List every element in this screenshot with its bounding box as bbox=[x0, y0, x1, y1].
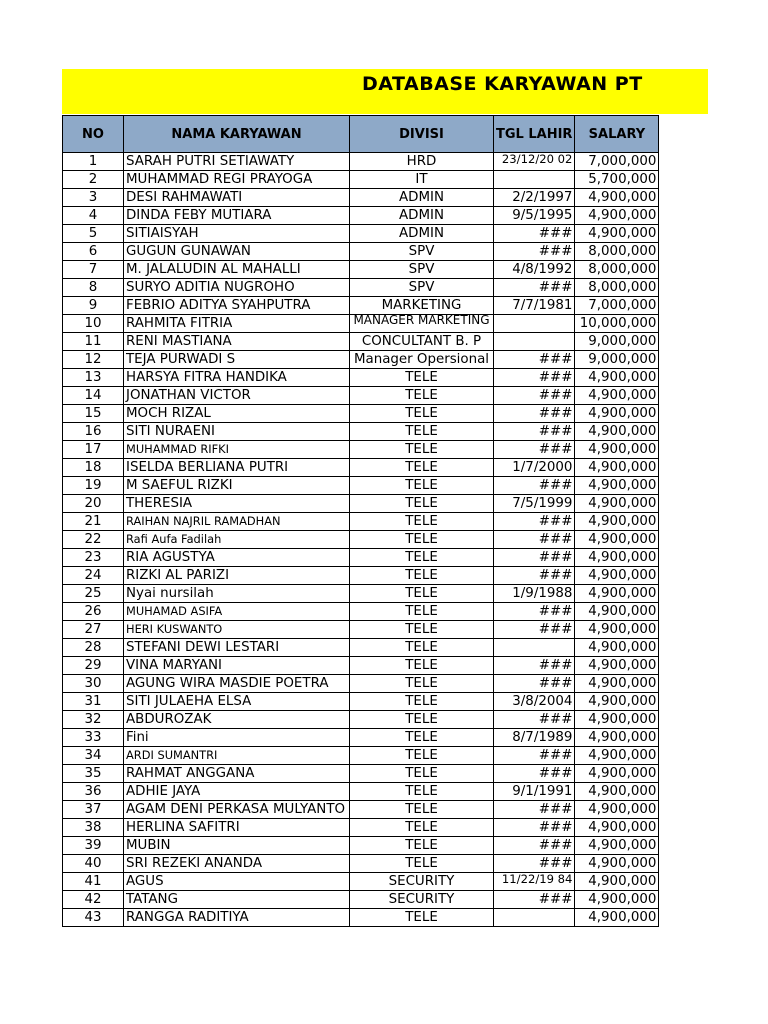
cell-nama[interactable]: RIZKI AL PARIZI bbox=[124, 567, 350, 585]
table-row bbox=[63, 153, 659, 171]
cell-no[interactable]: 28 bbox=[63, 639, 124, 657]
cell-no[interactable]: 34 bbox=[63, 747, 124, 765]
table-row bbox=[63, 567, 659, 585]
cell-tgl-lahir[interactable]: ### bbox=[494, 279, 575, 297]
cell-no[interactable]: 5 bbox=[63, 225, 124, 243]
table-row bbox=[63, 369, 659, 387]
cell-salary[interactable]: 4,900,000 bbox=[575, 585, 659, 603]
cell-salary[interactable]: 9,000,000 bbox=[575, 333, 659, 351]
table-row bbox=[63, 387, 659, 405]
cell-tgl-lahir[interactable]: 4/8/1992 bbox=[494, 261, 575, 279]
cell-nama[interactable]: RIA AGUSTYA bbox=[124, 549, 350, 567]
cell-divisi[interactable]: TELE bbox=[350, 387, 494, 405]
cell-divisi[interactable]: SPV bbox=[350, 243, 494, 261]
table-row bbox=[63, 477, 659, 495]
cell-salary[interactable]: 4,900,000 bbox=[575, 621, 659, 639]
cell-nama[interactable] bbox=[124, 513, 350, 531]
table-row bbox=[63, 333, 659, 351]
cell-nama[interactable]: RAHMITA FITRIA bbox=[124, 315, 350, 333]
cell-tgl-lahir[interactable]: ### bbox=[494, 747, 575, 765]
cell-divisi[interactable]: SECURITY bbox=[350, 891, 494, 909]
cell-salary[interactable]: 4,900,000 bbox=[575, 783, 659, 801]
cell-divisi[interactable]: ADMIN bbox=[350, 225, 494, 243]
cell-nama[interactable]: SITI JULAEHA ELSA bbox=[124, 693, 350, 711]
cell-no[interactable]: 27 bbox=[63, 621, 124, 639]
cell-salary[interactable]: 8,000,000 bbox=[575, 243, 659, 261]
cell-salary[interactable]: 4,900,000 bbox=[575, 693, 659, 711]
cell-tgl-lahir[interactable] bbox=[494, 171, 575, 189]
cell-tgl-lahir[interactable]: ### bbox=[494, 603, 575, 621]
cell-salary[interactable]: 4,900,000 bbox=[575, 567, 659, 585]
cell-nama[interactable]: SRI REZEKI ANANDA bbox=[124, 855, 350, 873]
cell-tgl-lahir[interactable]: 9/5/1995 bbox=[494, 207, 575, 225]
cell-divisi[interactable]: TELE bbox=[350, 783, 494, 801]
cell-divisi[interactable]: TELE bbox=[350, 513, 494, 531]
cell-nama[interactable]: SITI NURAENI bbox=[124, 423, 350, 441]
cell-no[interactable]: 33 bbox=[63, 729, 124, 747]
table-row bbox=[63, 621, 659, 639]
cell-tgl-lahir[interactable]: ### bbox=[494, 549, 575, 567]
cell-divisi[interactable]: TELE bbox=[350, 441, 494, 459]
cell-divisi[interactable]: TELE bbox=[350, 495, 494, 513]
cell-divisi[interactable]: HRD bbox=[350, 153, 494, 171]
cell-salary[interactable]: 4,900,000 bbox=[575, 747, 659, 765]
cell-tgl-lahir[interactable]: 3/8/2004 bbox=[494, 693, 575, 711]
cell-divisi[interactable]: TELE bbox=[350, 549, 494, 567]
cell-divisi[interactable]: TELE bbox=[350, 729, 494, 747]
table-row bbox=[63, 315, 659, 333]
cell-nama[interactable]: MOCH RIZAL bbox=[124, 405, 350, 423]
cell-divisi[interactable]: TELE bbox=[350, 477, 494, 495]
cell-no[interactable]: 9 bbox=[63, 297, 124, 315]
cell-divisi[interactable]: TELE bbox=[350, 819, 494, 837]
header-tgl-lahir[interactable]: TGL LAHIR bbox=[494, 116, 575, 153]
table-row bbox=[63, 585, 659, 603]
table-row bbox=[63, 765, 659, 783]
cell-divisi[interactable]: TELE bbox=[350, 801, 494, 819]
cell-no[interactable]: 4 bbox=[63, 207, 124, 225]
cell-no[interactable]: 20 bbox=[63, 495, 124, 513]
cell-divisi[interactable]: CONCULTANT B. P bbox=[350, 333, 494, 351]
cell-no[interactable]: 26 bbox=[63, 603, 124, 621]
cell-no[interactable]: 1 bbox=[63, 153, 124, 171]
cell-no[interactable]: 12 bbox=[63, 351, 124, 369]
cell-salary[interactable]: 4,900,000 bbox=[575, 711, 659, 729]
cell-salary[interactable]: 4,900,000 bbox=[575, 477, 659, 495]
cell-nama[interactable]: Fini bbox=[124, 729, 350, 747]
cell-divisi[interactable]: TELE bbox=[350, 909, 494, 927]
cell-no[interactable]: 8 bbox=[63, 279, 124, 297]
cell-no[interactable]: 2 bbox=[63, 171, 124, 189]
cell-no[interactable]: 30 bbox=[63, 675, 124, 693]
cell-tgl-lahir[interactable]: 7/5/1999 bbox=[494, 495, 575, 513]
cell-divisi[interactable] bbox=[350, 315, 494, 333]
cell-no[interactable]: 11 bbox=[63, 333, 124, 351]
cell-salary[interactable]: 4,900,000 bbox=[575, 189, 659, 207]
cell-salary[interactable]: 4,900,000 bbox=[575, 387, 659, 405]
cell-nama[interactable]: JONATHAN VICTOR bbox=[124, 387, 350, 405]
cell-divisi[interactable]: TELE bbox=[350, 639, 494, 657]
cell-salary[interactable]: 4,900,000 bbox=[575, 891, 659, 909]
cell-nama[interactable]: AGUS bbox=[124, 873, 350, 891]
sheet-title: DATABASE KARYAWAN PT bbox=[362, 73, 643, 95]
cell-tgl-lahir[interactable]: ### bbox=[494, 891, 575, 909]
cell-no[interactable]: 23 bbox=[63, 549, 124, 567]
cell-nama[interactable]: SITIAISYAH bbox=[124, 225, 350, 243]
cell-nama[interactable]: STEFANI DEWI LESTARI bbox=[124, 639, 350, 657]
cell-no[interactable]: 10 bbox=[63, 315, 124, 333]
cell-salary[interactable]: 4,900,000 bbox=[575, 909, 659, 927]
cell-tgl-lahir[interactable]: ### bbox=[494, 837, 575, 855]
header-divisi[interactable]: DIVISI bbox=[350, 116, 494, 153]
cell-nama[interactable]: ADHIE JAYA bbox=[124, 783, 350, 801]
cell-nama[interactable] bbox=[124, 747, 350, 765]
cell-tgl-lahir[interactable]: ### bbox=[494, 567, 575, 585]
table-row bbox=[63, 207, 659, 225]
cell-tgl-lahir[interactable]: ### bbox=[494, 405, 575, 423]
cell-nama[interactable]: VINA MARYANI bbox=[124, 657, 350, 675]
table-row bbox=[63, 513, 659, 531]
cell-salary[interactable]: 4,900,000 bbox=[575, 459, 659, 477]
cell-divisi[interactable]: TELE bbox=[350, 837, 494, 855]
cell-nama[interactable]: DINDA FEBY MUTIARA bbox=[124, 207, 350, 225]
header-nama[interactable]: NAMA KARYAWAN bbox=[124, 116, 350, 153]
cell-tgl-lahir[interactable]: ### bbox=[494, 801, 575, 819]
cell-salary[interactable]: 4,900,000 bbox=[575, 603, 659, 621]
cell-salary[interactable]: 4,900,000 bbox=[575, 819, 659, 837]
cell-salary[interactable]: 4,900,000 bbox=[575, 423, 659, 441]
cell-divisi[interactable]: TELE bbox=[350, 675, 494, 693]
cell-salary[interactable]: 8,000,000 bbox=[575, 279, 659, 297]
cell-salary[interactable]: 4,900,000 bbox=[575, 207, 659, 225]
cell-tgl-lahir[interactable]: 9/1/1991 bbox=[494, 783, 575, 801]
cell-nama[interactable]: RAHMAT ANGGANA bbox=[124, 765, 350, 783]
cell-divisi[interactable]: TELE bbox=[350, 603, 494, 621]
header-row bbox=[63, 116, 659, 153]
cell-tgl-lahir[interactable] bbox=[494, 333, 575, 351]
table-row bbox=[63, 711, 659, 729]
header-no[interactable]: NO bbox=[63, 116, 124, 153]
cell-tgl-lahir[interactable]: ### bbox=[494, 855, 575, 873]
cell-no[interactable]: 19 bbox=[63, 477, 124, 495]
cell-divisi[interactable]: TELE bbox=[350, 531, 494, 549]
cell-salary[interactable]: 4,900,000 bbox=[575, 765, 659, 783]
cell-tgl-lahir[interactable]: ### bbox=[494, 675, 575, 693]
table-row bbox=[63, 801, 659, 819]
cell-tgl-lahir[interactable] bbox=[494, 873, 575, 891]
cell-no[interactable]: 13 bbox=[63, 369, 124, 387]
table-row bbox=[63, 747, 659, 765]
cell-tgl-lahir[interactable]: ### bbox=[494, 351, 575, 369]
table-row bbox=[63, 891, 659, 909]
table-row bbox=[63, 675, 659, 693]
cell-no[interactable]: 42 bbox=[63, 891, 124, 909]
cell-salary[interactable]: 4,900,000 bbox=[575, 729, 659, 747]
cell-nama[interactable]: MUHAMMAD REGI PRAYOGA bbox=[124, 171, 350, 189]
cell-no[interactable]: 41 bbox=[63, 873, 124, 891]
table-row bbox=[63, 261, 659, 279]
title-band bbox=[62, 69, 708, 114]
cell-nama[interactable]: Nyai nursilah bbox=[124, 585, 350, 603]
table-row bbox=[63, 819, 659, 837]
cell-no[interactable]: 36 bbox=[63, 783, 124, 801]
cell-salary[interactable]: 8,000,000 bbox=[575, 261, 659, 279]
cell-no[interactable]: 39 bbox=[63, 837, 124, 855]
cell-salary[interactable]: 4,900,000 bbox=[575, 639, 659, 657]
table-row bbox=[63, 855, 659, 873]
cell-tgl-lahir[interactable]: ### bbox=[494, 531, 575, 549]
cell-tgl-lahir[interactable]: 1/9/1988 bbox=[494, 585, 575, 603]
table-row bbox=[63, 531, 659, 549]
cell-salary[interactable]: 9,000,000 bbox=[575, 351, 659, 369]
table-row bbox=[63, 603, 659, 621]
table-row bbox=[63, 225, 659, 243]
table-row bbox=[63, 873, 659, 891]
table-row bbox=[63, 459, 659, 477]
cell-tgl-lahir[interactable]: ### bbox=[494, 765, 575, 783]
cell-tgl-lahir[interactable]: ### bbox=[494, 477, 575, 495]
cell-divisi[interactable]: TELE bbox=[350, 765, 494, 783]
cell-nama[interactable]: HARSYA FITRA HANDIKA bbox=[124, 369, 350, 387]
table-row bbox=[63, 693, 659, 711]
cell-salary[interactable]: 4,900,000 bbox=[575, 549, 659, 567]
cell-divisi[interactable]: TELE bbox=[350, 657, 494, 675]
cell-salary[interactable]: 4,900,000 bbox=[575, 441, 659, 459]
cell-no[interactable]: 6 bbox=[63, 243, 124, 261]
cell-tgl-lahir[interactable]: 2/2/1997 bbox=[494, 189, 575, 207]
table-row bbox=[63, 297, 659, 315]
cell-nama[interactable]: HERLINA SAFITRI bbox=[124, 819, 350, 837]
cell-nama[interactable]: AGAM DENI PERKASA MULYANTO bbox=[124, 801, 350, 819]
cell-salary[interactable]: 7,000,000 bbox=[575, 297, 659, 315]
cell-no[interactable]: 31 bbox=[63, 693, 124, 711]
cell-tgl-lahir[interactable] bbox=[494, 315, 575, 333]
cell-nama[interactable]: DESI RAHMAWATI bbox=[124, 189, 350, 207]
cell-tgl-lahir[interactable]: ### bbox=[494, 657, 575, 675]
table-row bbox=[63, 639, 659, 657]
cell-nama[interactable]: M. JALALUDIN AL MAHALLI bbox=[124, 261, 350, 279]
cell-tgl-lahir[interactable] bbox=[494, 639, 575, 657]
cell-no[interactable]: 16 bbox=[63, 423, 124, 441]
cell-divisi[interactable]: TELE bbox=[350, 423, 494, 441]
table-row bbox=[63, 189, 659, 207]
cell-salary[interactable]: 4,900,000 bbox=[575, 855, 659, 873]
cell-no[interactable]: 29 bbox=[63, 657, 124, 675]
cell-tgl-lahir[interactable]: ### bbox=[494, 369, 575, 387]
header-salary[interactable]: SALARY bbox=[575, 116, 659, 153]
cell-divisi[interactable]: TELE bbox=[350, 855, 494, 873]
cell-nama[interactable] bbox=[124, 603, 350, 621]
cell-nama[interactable]: MUBIN bbox=[124, 837, 350, 855]
cell-tgl-lahir-text: 23/12/20 02 bbox=[501, 152, 573, 166]
cell-divisi[interactable]: TELE bbox=[350, 585, 494, 603]
cell-divisi[interactable]: TELE bbox=[350, 459, 494, 477]
cell-tgl-lahir[interactable]: ### bbox=[494, 513, 575, 531]
cell-nama-text: ARDI SUMANTRI bbox=[126, 748, 218, 762]
cell-salary[interactable]: 4,900,000 bbox=[575, 513, 659, 531]
cell-nama[interactable] bbox=[124, 621, 350, 639]
cell-tgl-lahir[interactable] bbox=[494, 909, 575, 927]
cell-divisi[interactable]: SPV bbox=[350, 279, 494, 297]
table-row bbox=[63, 243, 659, 261]
table-row bbox=[63, 909, 659, 927]
cell-no[interactable]: 32 bbox=[63, 711, 124, 729]
cell-nama-text: Rafi Aufa Fadilah bbox=[126, 532, 222, 546]
cell-tgl-lahir[interactable]: ### bbox=[494, 243, 575, 261]
cell-tgl-lahir[interactable]: 1/7/2000 bbox=[494, 459, 575, 477]
cell-divisi[interactable]: TELE bbox=[350, 369, 494, 387]
cell-salary[interactable]: 4,900,000 bbox=[575, 873, 659, 891]
table-row bbox=[63, 171, 659, 189]
table-row bbox=[63, 837, 659, 855]
cell-tgl-lahir-text: 11/22/19 84 bbox=[501, 872, 573, 886]
cell-salary[interactable]: 4,900,000 bbox=[575, 837, 659, 855]
cell-no[interactable]: 17 bbox=[63, 441, 124, 459]
cell-no[interactable]: 25 bbox=[63, 585, 124, 603]
cell-divisi[interactable]: SPV bbox=[350, 261, 494, 279]
cell-no[interactable]: 43 bbox=[63, 909, 124, 927]
table-row bbox=[63, 279, 659, 297]
cell-salary[interactable]: 4,900,000 bbox=[575, 801, 659, 819]
cell-no[interactable]: 18 bbox=[63, 459, 124, 477]
cell-tgl-lahir[interactable]: 7/7/1981 bbox=[494, 297, 575, 315]
table-row bbox=[63, 351, 659, 369]
cell-tgl-lahir[interactable]: ### bbox=[494, 621, 575, 639]
table-row bbox=[63, 423, 659, 441]
cell-nama[interactable]: M SAEFUL RIZKI bbox=[124, 477, 350, 495]
cell-no[interactable]: 38 bbox=[63, 819, 124, 837]
cell-nama-text: RAIHAN NAJRIL RAMADHAN bbox=[126, 514, 281, 528]
cell-divisi[interactable]: TELE bbox=[350, 747, 494, 765]
cell-no[interactable]: 14 bbox=[63, 387, 124, 405]
cell-tgl-lahir[interactable]: ### bbox=[494, 819, 575, 837]
cell-divisi[interactable]: TELE bbox=[350, 693, 494, 711]
cell-salary[interactable]: 4,900,000 bbox=[575, 531, 659, 549]
cell-nama-text: MUHAMAD ASIFA bbox=[126, 604, 223, 618]
cell-divisi[interactable]: ADMIN bbox=[350, 207, 494, 225]
employee-table bbox=[62, 115, 659, 927]
cell-tgl-lahir[interactable]: 8/7/1989 bbox=[494, 729, 575, 747]
cell-no[interactable]: 35 bbox=[63, 765, 124, 783]
cell-salary[interactable]: 4,900,000 bbox=[575, 369, 659, 387]
cell-no[interactable]: 15 bbox=[63, 405, 124, 423]
cell-no[interactable]: 3 bbox=[63, 189, 124, 207]
table-row bbox=[63, 783, 659, 801]
cell-no[interactable]: 40 bbox=[63, 855, 124, 873]
cell-nama[interactable]: AGUNG WIRA MASDIE POETRA bbox=[124, 675, 350, 693]
cell-divisi-text: MANAGER MARKETING bbox=[353, 314, 490, 327]
cell-nama[interactable]: SARAH PUTRI SETIAWATY bbox=[124, 153, 350, 171]
cell-tgl-lahir[interactable]: ### bbox=[494, 441, 575, 459]
cell-salary[interactable]: 7,000,000 bbox=[575, 153, 659, 171]
cell-nama[interactable]: FEBRIO ADITYA SYAHPUTRA bbox=[124, 297, 350, 315]
table-row bbox=[63, 405, 659, 423]
cell-nama-text: MUHAMMAD RIFKI bbox=[126, 442, 230, 456]
cell-divisi[interactable]: IT bbox=[350, 171, 494, 189]
cell-tgl-lahir[interactable]: ### bbox=[494, 423, 575, 441]
cell-no[interactable]: 24 bbox=[63, 567, 124, 585]
cell-salary[interactable]: 4,900,000 bbox=[575, 675, 659, 693]
cell-nama[interactable]: TEJA PURWADI S bbox=[124, 351, 350, 369]
cell-nama[interactable]: THERESIA bbox=[124, 495, 350, 513]
table-row bbox=[63, 729, 659, 747]
cell-salary[interactable]: 4,900,000 bbox=[575, 495, 659, 513]
cell-divisi[interactable]: TELE bbox=[350, 405, 494, 423]
cell-nama[interactable]: RANGGA RADITIYA bbox=[124, 909, 350, 927]
cell-nama[interactable]: ABDUROZAK bbox=[124, 711, 350, 729]
cell-nama[interactable]: SURYO ADITIA NUGROHO bbox=[124, 279, 350, 297]
cell-divisi[interactable]: TELE bbox=[350, 567, 494, 585]
cell-nama[interactable] bbox=[124, 441, 350, 459]
cell-no[interactable]: 37 bbox=[63, 801, 124, 819]
cell-divisi[interactable]: SECURITY bbox=[350, 873, 494, 891]
cell-divisi[interactable]: ADMIN bbox=[350, 189, 494, 207]
cell-divisi[interactable]: TELE bbox=[350, 621, 494, 639]
cell-no[interactable]: 22 bbox=[63, 531, 124, 549]
cell-salary[interactable]: 10,000,000 bbox=[575, 315, 659, 333]
cell-salary[interactable]: 4,900,000 bbox=[575, 405, 659, 423]
cell-tgl-lahir[interactable]: ### bbox=[494, 387, 575, 405]
cell-nama-text: HERI KUSWANTO bbox=[126, 622, 223, 636]
cell-no[interactable]: 7 bbox=[63, 261, 124, 279]
cell-salary[interactable]: 4,900,000 bbox=[575, 225, 659, 243]
table-row bbox=[63, 495, 659, 513]
cell-nama[interactable]: GUGUN GUNAWAN bbox=[124, 243, 350, 261]
cell-divisi[interactable]: MARKETING bbox=[350, 297, 494, 315]
table-row bbox=[63, 441, 659, 459]
cell-salary[interactable]: 4,900,000 bbox=[575, 657, 659, 675]
cell-nama[interactable]: RENI MASTIANA bbox=[124, 333, 350, 351]
cell-tgl-lahir[interactable] bbox=[494, 153, 575, 171]
cell-divisi[interactable]: Manager Opersional bbox=[350, 351, 494, 369]
cell-nama[interactable] bbox=[124, 531, 350, 549]
table-row bbox=[63, 549, 659, 567]
table-row bbox=[63, 657, 659, 675]
cell-salary[interactable]: 5,700,000 bbox=[575, 171, 659, 189]
cell-nama[interactable]: ISELDA BERLIANA PUTRI bbox=[124, 459, 350, 477]
cell-tgl-lahir[interactable]: ### bbox=[494, 711, 575, 729]
cell-tgl-lahir[interactable]: ### bbox=[494, 225, 575, 243]
cell-divisi[interactable]: TELE bbox=[350, 711, 494, 729]
cell-no[interactable]: 21 bbox=[63, 513, 124, 531]
cell-nama[interactable]: TATANG bbox=[124, 891, 350, 909]
